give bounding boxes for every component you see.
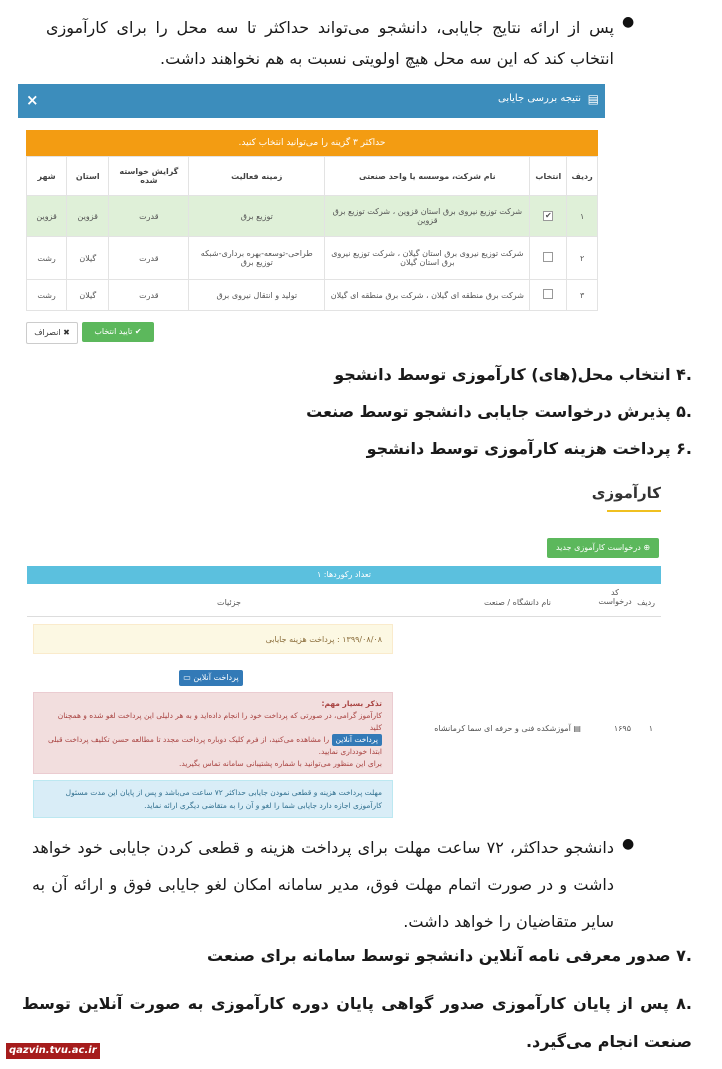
deadline-paragraph: دانشجو حداکثر، ۷۲ ساعت مهلت برای پرداخت هزینه و قطعی کردن جایابی خود خواهد داشت و در صورت اتمام مهلت فوق، مدیر سامانه امکان لغو جایابی فوق و ارائه آن به سایر متقاضیان را خواهد داشت. [32, 838, 615, 931]
step-4 [334, 363, 692, 387]
bullet-1: ● [622, 14, 635, 30]
row-checkbox[interactable]: ✔ [530, 196, 567, 237]
payment-note: ۱۳۹۹/۰۸/۰۸ : پرداخت هزینه جایابی [33, 624, 393, 654]
step-text: پذیرش درخواست جایابی دانشجو توسط صنعت [306, 402, 671, 421]
site-watermark: qazvin.tvu.ac.ir [6, 1043, 100, 1059]
table-row [27, 196, 598, 237]
row-city: قزوین [27, 196, 67, 237]
bullet-2: ● [622, 836, 635, 852]
col-details: جزئیات [217, 598, 241, 607]
records-count-bar: تعداد رکوردها: ۱ [27, 566, 661, 584]
step-number: .۷ [676, 946, 692, 965]
step-text: پس از پایان کارآموزی صدور گواهی پایان دوره کارآموزی به صورت آنلاین توسط صنعت انجام می‌گیرد. [22, 994, 692, 1051]
row-company: شرکت توزیع نیروی برق استان قزوین ، شرکت توزیع برق قزوین [325, 196, 530, 237]
step-number: .۶ [676, 439, 692, 458]
document-icon: ▤ [570, 724, 581, 733]
step-text: پرداخت هزینه کارآموزی توسط دانشجو [366, 439, 671, 458]
col-university: نام دانشگاه / صنعت [483, 598, 551, 607]
col-row: ردیف [637, 598, 655, 607]
row-request-code: ۱۶۹۵ [613, 724, 631, 733]
dialog-title: نتیجه بررسی جایابی [497, 93, 581, 104]
card-icon: ▭ [183, 673, 194, 682]
panel-heading: کارآموزی [591, 484, 661, 502]
internship-panel [27, 474, 661, 826]
placements-table [26, 156, 598, 311]
inline-payment-button: پرداخت آنلاین [332, 734, 382, 746]
step-number: .۸ [676, 994, 692, 1013]
row-city: رشت [27, 280, 67, 311]
step-5 [306, 400, 692, 424]
warning-text-2: پرداخت آنلاین را مشاهده می‌کنید، از فرم کلیک دوباره پرداخت مجدد تا مطالعه حسن تکلیف پرداخت قبلی ابتدا خودداری نمایید. [47, 735, 382, 756]
row-activity: توزیع برق [189, 196, 325, 237]
row-number: ۱ [648, 724, 653, 733]
col-activity: زمینه فعالیت [189, 157, 325, 196]
row-major: قدرت [109, 280, 189, 311]
table-row [27, 280, 598, 311]
row-checkbox[interactable] [530, 237, 567, 280]
max-selection-warning: حداکثر ۳ گزینه را می‌توانید انتخاب کنید. [26, 130, 598, 156]
row-company: شرکت توزیع نیروی برق استان گیلان ، شرکت توزیع نیروی برق استان گیلان [325, 237, 530, 280]
step-text: انتخاب محل(های) کارآموزی توسط دانشجو [334, 365, 671, 384]
document-icon: ▤ [587, 92, 599, 106]
row-checkbox[interactable] [530, 280, 567, 311]
col-request-code: کد درخواست [598, 588, 632, 606]
online-payment-button[interactable]: ▭ پرداخت آنلاین [179, 670, 243, 686]
step-6 [367, 437, 692, 461]
table-header-row [27, 157, 598, 196]
new-request-button[interactable]: ⊕ درخواست کارآموزی جدید [547, 538, 659, 558]
col-major: گرایش خواسته شده [109, 157, 189, 196]
dialog-titlebar [18, 84, 605, 118]
row-major: قدرت [109, 237, 189, 280]
dialog-body [26, 130, 598, 340]
col-province: استان [67, 157, 109, 196]
important-warning [33, 692, 393, 774]
col-row: ردیف [567, 157, 598, 196]
row-university-link[interactable]: ▤ آموزشکده فنی و حرفه ای سما کرمانشاه [434, 724, 581, 733]
table-row [27, 237, 598, 280]
col-company: نام شرکت، موسسه یا واحد صنعتی [325, 157, 530, 196]
plus-icon: ⊕ [640, 543, 651, 552]
row-number: ۲ [567, 237, 598, 280]
panel-table-header [27, 586, 661, 617]
step-8 [22, 985, 692, 1061]
selection-result-dialog [18, 84, 605, 352]
warning-text-3: برای این منظور می‌توانید با شماره پشتیبانی سامانه تماس بگیرید. [179, 759, 382, 768]
step-text: صدور معرفی نامه آنلاین دانشجو توسط سامانه برای صنعت [207, 946, 671, 965]
row-city: رشت [27, 237, 67, 280]
warning-text: کارآموز گرامی، در صورتی که پرداخت خود را انجام داده‌اید و به هر دلیلی این پرداخت لغو شده و همچنان کلید [57, 711, 382, 732]
col-city: شهر [27, 157, 67, 196]
row-activity: تولید و انتقال نیروی برق [189, 280, 325, 311]
deadline-info: مهلت پرداخت هزینه و قطعی نمودن جایابی حداکثر ۷۲ ساعت می‌باشد و پس از پایان این مدت مسئول کارآموزی اجازه دارد جایابی شما را لغو و آن را به متقاضی دیگری ارائه نماید. [33, 780, 393, 818]
row-company: شرکت برق منطقه ای گیلان ، شرکت برق منطقه ای گیلان [325, 280, 530, 311]
confirm-selection-button[interactable]: ✔ تایید انتخاب [82, 322, 154, 342]
cancel-button[interactable]: ✖ انصراف [26, 322, 78, 344]
row-major: قدرت [109, 196, 189, 237]
row-number: ۱ [567, 196, 598, 237]
heading-underline [607, 510, 661, 512]
row-province: گیلان [67, 280, 109, 311]
close-icon[interactable]: × [26, 91, 39, 109]
intro-paragraph: پس از ارائه نتایج جایابی، دانشجو می‌تواند حداکثر تا سه محل را برای کارآموزی انتخاب کند که این سه محل هیچ اولویتی نسبت به هم نخواهند داشت. [46, 18, 614, 68]
row-province: گیلان [67, 237, 109, 280]
step-7 [207, 944, 692, 968]
warning-title: تذکر بسیار مهم: [321, 699, 382, 708]
col-select: انتخاب [530, 157, 567, 196]
step-number: .۴ [676, 365, 692, 384]
step-number: .۵ [676, 402, 692, 421]
row-province: قزوین [67, 196, 109, 237]
row-activity: طراحی-توسعه-بهره برداری-شبکه توزیع برق [189, 237, 325, 280]
row-number: ۳ [567, 280, 598, 311]
